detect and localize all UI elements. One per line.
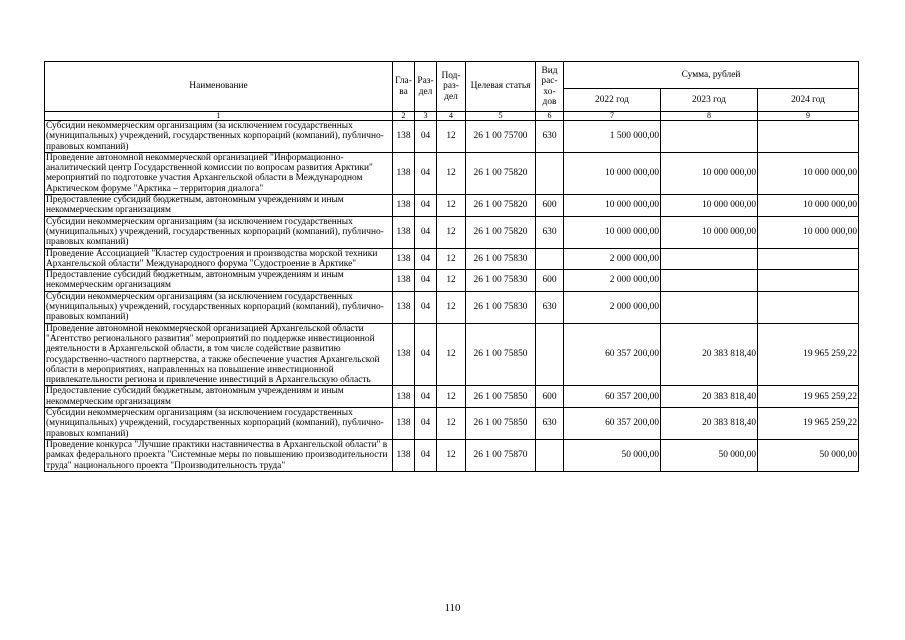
cell-razdel: 04 <box>415 386 437 408</box>
header-year-2023: 2023 год <box>661 89 758 112</box>
cell-sum-2022: 60 357 200,00 <box>564 323 661 386</box>
table-row <box>45 439 859 471</box>
column-number: 5 <box>466 112 536 121</box>
column-number: 1 <box>45 112 393 121</box>
column-number: 2 <box>393 112 415 121</box>
cell-sum-2022: 50 000,00 <box>564 439 661 471</box>
table-row <box>45 323 859 386</box>
cell-sum-2023 <box>661 270 758 292</box>
cell-sum-2022: 1 500 000,00 <box>564 121 661 153</box>
cell-statya: 26 1 00 75820 <box>466 152 536 194</box>
header-podrazdel: Под-раз-дел <box>437 62 466 112</box>
cell-sum-2022: 10 000 000,00 <box>564 216 661 248</box>
cell-podrazdel: 12 <box>437 323 466 386</box>
cell-glava: 138 <box>393 248 415 270</box>
cell-sum-2024: 10 000 000,00 <box>758 152 859 194</box>
cell-sum-2024 <box>758 248 859 270</box>
table-row <box>45 121 859 153</box>
cell-vid: 600 <box>536 195 564 217</box>
cell-statya: 26 1 00 75700 <box>466 121 536 153</box>
column-number: 4 <box>437 112 466 121</box>
cell-name: Проведение автономной некоммерческой организацией Архангельской области "Агентство регионального развития" мероприятий по поддержке инвестиционной деятельности в Архангельской области, в том числе содействие развитию государственно-частного партнерства, а также обеспечение участия Архангельской области в мероприятиях, направленных на повышение инвестиционной привлекательности региона и привлечение инвестиций в Архангельскую область <box>45 323 393 386</box>
cell-podrazdel: 12 <box>437 121 466 153</box>
cell-vid <box>536 248 564 270</box>
header-glava: Гла-ва <box>393 62 415 112</box>
cell-statya: 26 1 00 75820 <box>466 195 536 217</box>
header-razdel: Раз-дел <box>415 62 437 112</box>
cell-sum-2023: 10 000 000,00 <box>661 216 758 248</box>
column-number: 6 <box>536 112 564 121</box>
cell-vid: 600 <box>536 270 564 292</box>
cell-podrazdel: 12 <box>437 291 466 323</box>
cell-vid: 630 <box>536 121 564 153</box>
cell-glava: 138 <box>393 121 415 153</box>
table-row <box>45 152 859 194</box>
cell-sum-2022: 60 357 200,00 <box>564 408 661 440</box>
cell-glava: 138 <box>393 216 415 248</box>
cell-name: Субсидии некоммерческим организациям (за исключением государственных (муниципальных) учреждений, государственных корпораций (компаний), публично-правовых компаний) <box>45 121 393 153</box>
cell-sum-2022: 60 357 200,00 <box>564 386 661 408</box>
cell-sum-2023: 20 383 818,40 <box>661 386 758 408</box>
cell-statya: 26 1 00 75830 <box>466 248 536 270</box>
cell-name: Предоставление субсидий бюджетным, автономным учреждениям и иным некоммерческим организациям <box>45 386 393 408</box>
cell-sum-2023 <box>661 248 758 270</box>
cell-podrazdel: 12 <box>437 216 466 248</box>
table-row <box>45 248 859 270</box>
cell-sum-2023 <box>661 121 758 153</box>
cell-sum-2023: 10 000 000,00 <box>661 152 758 194</box>
column-number: 9 <box>758 112 859 121</box>
cell-razdel: 04 <box>415 152 437 194</box>
cell-sum-2024: 19 965 259,22 <box>758 323 859 386</box>
header-statya: Целевая статья <box>466 62 536 112</box>
cell-statya: 26 1 00 75850 <box>466 386 536 408</box>
cell-glava: 138 <box>393 386 415 408</box>
table-row <box>45 195 859 217</box>
cell-statya: 26 1 00 75850 <box>466 323 536 386</box>
cell-razdel: 04 <box>415 195 437 217</box>
cell-statya: 26 1 00 75870 <box>466 439 536 471</box>
table-row <box>45 216 859 248</box>
header-name: Наименование <box>45 62 393 112</box>
cell-podrazdel: 12 <box>437 152 466 194</box>
cell-razdel: 04 <box>415 323 437 386</box>
cell-sum-2023: 20 383 818,40 <box>661 408 758 440</box>
cell-sum-2024: 50 000,00 <box>758 439 859 471</box>
cell-sum-2023: 10 000 000,00 <box>661 195 758 217</box>
cell-name: Субсидии некоммерческим организациям (за исключением государственных (муниципальных) учреждений, государственных корпораций (компаний), публично-правовых компаний) <box>45 291 393 323</box>
cell-sum-2022: 10 000 000,00 <box>564 152 661 194</box>
header-year-2022: 2022 год <box>564 89 661 112</box>
cell-vid: 600 <box>536 386 564 408</box>
column-number: 8 <box>661 112 758 121</box>
cell-sum-2023: 20 383 818,40 <box>661 323 758 386</box>
cell-podrazdel: 12 <box>437 270 466 292</box>
cell-glava: 138 <box>393 291 415 323</box>
cell-sum-2023: 50 000,00 <box>661 439 758 471</box>
cell-statya: 26 1 00 75830 <box>466 291 536 323</box>
column-number-row <box>45 112 859 121</box>
cell-vid <box>536 152 564 194</box>
table-row <box>45 408 859 440</box>
cell-sum-2024: 19 965 259,22 <box>758 408 859 440</box>
cell-statya: 26 1 00 75850 <box>466 408 536 440</box>
column-number: 3 <box>415 112 437 121</box>
cell-razdel: 04 <box>415 248 437 270</box>
table-row <box>45 386 859 408</box>
cell-podrazdel: 12 <box>437 408 466 440</box>
cell-podrazdel: 12 <box>437 386 466 408</box>
cell-sum-2023 <box>661 291 758 323</box>
cell-razdel: 04 <box>415 216 437 248</box>
cell-vid: 630 <box>536 291 564 323</box>
cell-vid: 630 <box>536 216 564 248</box>
cell-glava: 138 <box>393 408 415 440</box>
cell-sum-2022: 2 000 000,00 <box>564 270 661 292</box>
cell-vid <box>536 323 564 386</box>
cell-name: Субсидии некоммерческим организациям (за исключением государственных (муниципальных) учреждений, государственных корпораций (компаний), публично-правовых компаний) <box>45 408 393 440</box>
cell-glava: 138 <box>393 152 415 194</box>
table-row <box>45 291 859 323</box>
cell-name: Проведение конкурса "Лучшие практики наставничества в Архангельской области" в рамках федерального проекта "Системные меры по повышению производительности труда" национального проекта "Производительность труда" <box>45 439 393 471</box>
header-vid: Вид рас-хо-дов <box>536 62 564 112</box>
cell-sum-2024 <box>758 291 859 323</box>
cell-razdel: 04 <box>415 121 437 153</box>
cell-sum-2024: 10 000 000,00 <box>758 195 859 217</box>
cell-vid <box>536 439 564 471</box>
cell-razdel: 04 <box>415 291 437 323</box>
cell-sum-2024: 10 000 000,00 <box>758 216 859 248</box>
cell-statya: 26 1 00 75830 <box>466 270 536 292</box>
column-number: 7 <box>564 112 661 121</box>
cell-name: Субсидии некоммерческим организациям (за исключением государственных (муниципальных) учреждений, государственных корпораций (компаний), публично-правовых компаний) <box>45 216 393 248</box>
cell-sum-2024 <box>758 270 859 292</box>
cell-sum-2022: 2 000 000,00 <box>564 291 661 323</box>
cell-name: Предоставление субсидий бюджетным, автономным учреждениям и иным некоммерческим организациям <box>45 270 393 292</box>
cell-razdel: 04 <box>415 408 437 440</box>
cell-glava: 138 <box>393 195 415 217</box>
header-summa: Сумма, рублей <box>564 62 859 89</box>
page-number: 110 <box>444 602 461 614</box>
cell-razdel: 04 <box>415 270 437 292</box>
cell-sum-2024: 19 965 259,22 <box>758 386 859 408</box>
budget-table <box>44 61 859 472</box>
cell-name: Проведение Ассоциацией "Кластер судостроения и производства морской техники Архангельской области" Международного форума "Судостроение в Арктике" <box>45 248 393 270</box>
cell-name: Предоставление субсидий бюджетным, автономным учреждениям и иным некоммерческим организациям <box>45 195 393 217</box>
cell-razdel: 04 <box>415 439 437 471</box>
cell-glava: 138 <box>393 439 415 471</box>
cell-statya: 26 1 00 75820 <box>466 216 536 248</box>
header-year-2024: 2024 год <box>758 89 859 112</box>
cell-glava: 138 <box>393 323 415 386</box>
cell-podrazdel: 12 <box>437 439 466 471</box>
cell-sum-2022: 2 000 000,00 <box>564 248 661 270</box>
cell-sum-2022: 10 000 000,00 <box>564 195 661 217</box>
cell-vid: 630 <box>536 408 564 440</box>
cell-podrazdel: 12 <box>437 195 466 217</box>
cell-podrazdel: 12 <box>437 248 466 270</box>
table-row <box>45 270 859 292</box>
cell-name: Проведение автономной некоммерческой организацией "Информационно-аналитический центр Государственной комиссии по вопросам развития Арктики" мероприятий по подготовке участия Архангельской области в Международном Арктическом форуме "Арктика – территория диалога" <box>45 152 393 194</box>
cell-sum-2024 <box>758 121 859 153</box>
cell-glava: 138 <box>393 270 415 292</box>
